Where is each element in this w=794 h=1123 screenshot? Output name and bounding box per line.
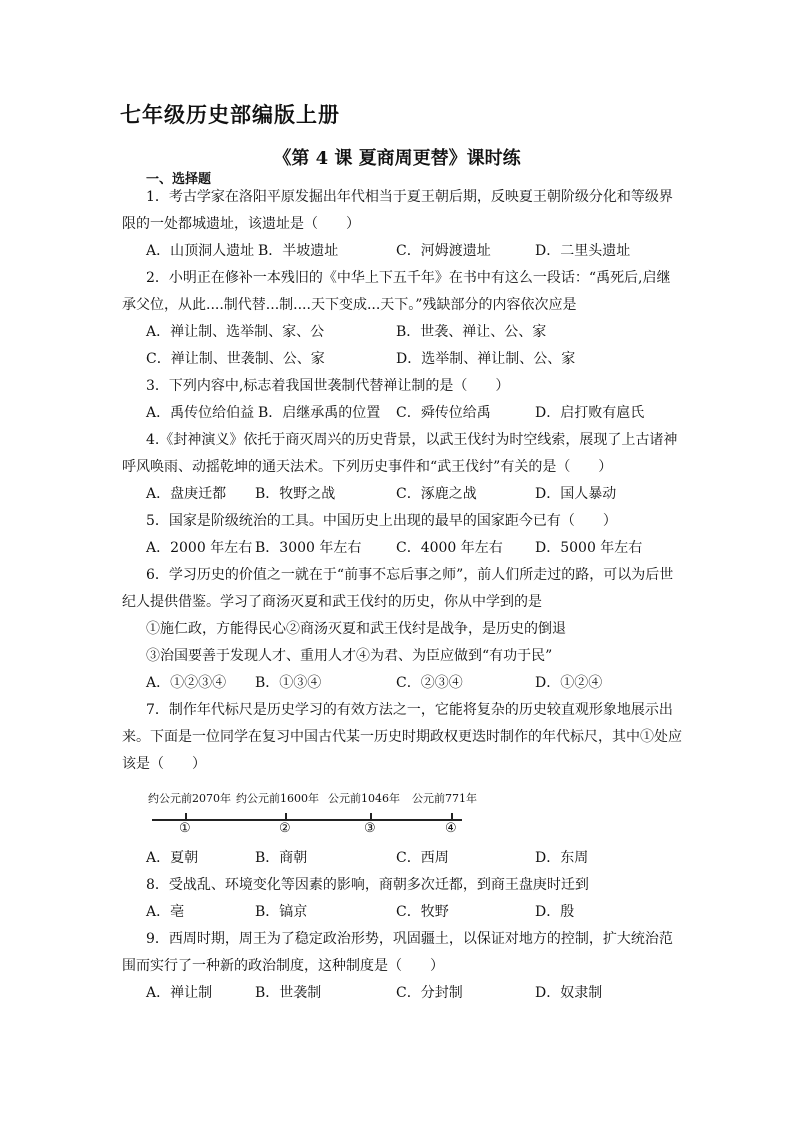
options-row: [122, 238, 672, 265]
question-text-line: 7．制作年代标尺是历史学习的有效方法之一，它能将复杂的历史较直观形象地展示出: [146, 702, 673, 718]
question-text-line: 纪人提供借鉴。学习了商汤灭夏和武王伐纣的历史，你从中学到的是: [122, 594, 542, 610]
option-c[interactable]: C．河姆渡遗址: [396, 243, 491, 259]
option-c[interactable]: C．4000 年左右: [396, 540, 503, 556]
timeline-label: 公元前771年: [412, 792, 477, 805]
question-text-line: 2．小明正在修补一本残旧的《中华上下五千年》在书中有这么一段话：“禹死后,启继: [146, 270, 671, 286]
option-d[interactable]: D．东周: [535, 850, 589, 866]
option-a[interactable]: A．禹传位给伯益: [146, 405, 255, 421]
question-text-line: 1．考古学家在洛阳平原发掘出年代相当于夏王朝后期，反映夏王朝阶级分化和等级界: [146, 189, 673, 205]
option-b[interactable]: B．半坡遗址: [258, 243, 339, 259]
question-text-line: 9．西周时期，周王为了稳定政治形势，巩固疆土，以保证对地方的控制，扩大统治范: [146, 931, 673, 947]
options-row: [122, 980, 672, 1007]
option-b[interactable]: B．①③④: [255, 675, 322, 691]
question-4: [122, 427, 678, 508]
option-a[interactable]: A．①②③④: [146, 675, 227, 691]
option-a[interactable]: A．山顶洞人遗址: [146, 243, 255, 259]
question-text-line: 承父位，从此....制代替...制....天下变成...天下。”残缺部分的内容依次应是: [122, 297, 577, 313]
timeline-label: 约公元前1600年: [236, 792, 319, 805]
page-title: 七年级历史部编版上册: [120, 102, 340, 127]
question-7: [122, 697, 682, 778]
option-b[interactable]: B．牧野之战: [255, 486, 336, 502]
option-a[interactable]: A．亳: [146, 904, 185, 920]
option-d[interactable]: D．二里头遗址: [535, 243, 631, 259]
question-8: [122, 872, 672, 926]
question-text-line: 8．受战乱、环境变化等因素的影响，商朝多次迁都，到商王盘庚时迁到: [146, 877, 589, 893]
options-row: [122, 481, 672, 508]
option-c[interactable]: C．舜传位给禹: [396, 405, 491, 421]
question-text-line: 3．下列内容中,标志着我国世袭制代替禅让制的是（ ）: [146, 378, 510, 394]
question-text-line: 呼风唤雨、动摇乾坤的通天法术。下列历史事件和“武王伐纣”有关的是（ ）: [122, 459, 613, 475]
timeline-marker: ④: [445, 821, 457, 836]
question-7-options: [122, 845, 672, 872]
option-b[interactable]: B．商朝: [255, 850, 308, 866]
timeline-marker: ①: [179, 821, 191, 836]
option-b[interactable]: B．世袭制: [255, 985, 322, 1001]
question-3: [122, 373, 672, 427]
question-6: [122, 562, 672, 697]
option-c[interactable]: C．分封制: [396, 985, 463, 1001]
options-row: [122, 845, 672, 872]
options-row: [122, 535, 672, 562]
option-b[interactable]: B．启继承禹的位置: [258, 405, 381, 421]
option-d[interactable]: D．殷: [535, 904, 575, 920]
option-b[interactable]: B．镐京: [255, 904, 308, 920]
question-1: [122, 184, 672, 265]
option-a[interactable]: A．2000 年左右: [146, 540, 253, 556]
question-text-line: 6．学习历史的价值之一就在于“前事不忘后事之师”，前人们所走过的路，可以为后世: [146, 567, 674, 583]
question-text-line: ③治国要善于发现人才、重用人才④为君、为臣应做到“有功于民”: [146, 648, 553, 664]
question-text-line: 限的一处都城遗址，该遗址是（ ）: [122, 216, 360, 232]
timeline-label: 公元前1046年: [328, 792, 400, 805]
options-row: [122, 319, 672, 346]
option-d[interactable]: D．选举制、禅让制、公、家: [396, 351, 576, 367]
timeline-ruler: [148, 790, 478, 840]
question-5: [122, 508, 672, 562]
timeline-marker: ②: [279, 821, 291, 836]
option-c[interactable]: C．②③④: [396, 675, 463, 691]
option-d[interactable]: D．国人暴动: [535, 486, 617, 502]
timeline-label: 约公元前2070年: [148, 792, 231, 805]
question-text-line: 5．国家是阶级统治的工具。中国历史上出现的最早的国家距今已有（ ）: [146, 513, 617, 529]
timeline-tick: [185, 813, 187, 820]
options-row: [122, 400, 672, 427]
option-a[interactable]: A．禅让制: [146, 985, 213, 1001]
options-row: [122, 899, 672, 926]
options-row: [122, 346, 672, 373]
option-d[interactable]: D．启打败有扈氏: [535, 405, 645, 421]
options-row: [122, 670, 672, 697]
option-b[interactable]: B．世袭、禅让、公、家: [396, 324, 547, 340]
timeline-marker: ③: [364, 821, 376, 836]
option-a[interactable]: A．盘庚迁都: [146, 486, 227, 502]
timeline-tick: [451, 813, 453, 820]
timeline-axis: [152, 819, 462, 821]
option-c[interactable]: C．涿鹿之战: [396, 486, 477, 502]
question-2: [122, 265, 672, 373]
lesson-title: 《第 4 课 夏商周更替》课时练: [273, 148, 521, 169]
question-text-line: 围而实行了一种新的政治制度，这种制度是（ ）: [122, 958, 444, 974]
question-text-line: 来。下面是一位同学在复习中国古代某一历史时期政权更迭时制作的年代标尺，其中①处应: [122, 729, 682, 745]
option-d[interactable]: D．①②④: [535, 675, 603, 691]
option-c[interactable]: C．西周: [396, 850, 449, 866]
section-title: 一、选择题: [146, 172, 212, 187]
timeline-tick: [285, 813, 287, 820]
option-c[interactable]: C．禅让制、世袭制、公、家: [146, 351, 325, 367]
option-b[interactable]: B．3000 年左右: [255, 540, 362, 556]
question-text-line: ①施仁政，方能得民心②商汤灭夏和武王伐纣是战争，是历史的倒退: [146, 621, 566, 637]
option-c[interactable]: C．牧野: [396, 904, 449, 920]
option-a[interactable]: A．禅让制、选举制、家、公: [146, 324, 325, 340]
question-9: [122, 926, 672, 1007]
option-d[interactable]: D．5000 年左右: [535, 540, 643, 556]
option-d[interactable]: D．奴隶制: [535, 985, 603, 1001]
option-a[interactable]: A．夏朝: [146, 850, 199, 866]
question-text-line: 该是（ ）: [122, 756, 206, 772]
question-text-line: 4.《封神演义》依托于商灭周兴的历史背景，以武王伐纣为时空线索，展现了上古诸神: [146, 432, 678, 448]
timeline-tick: [370, 813, 372, 820]
